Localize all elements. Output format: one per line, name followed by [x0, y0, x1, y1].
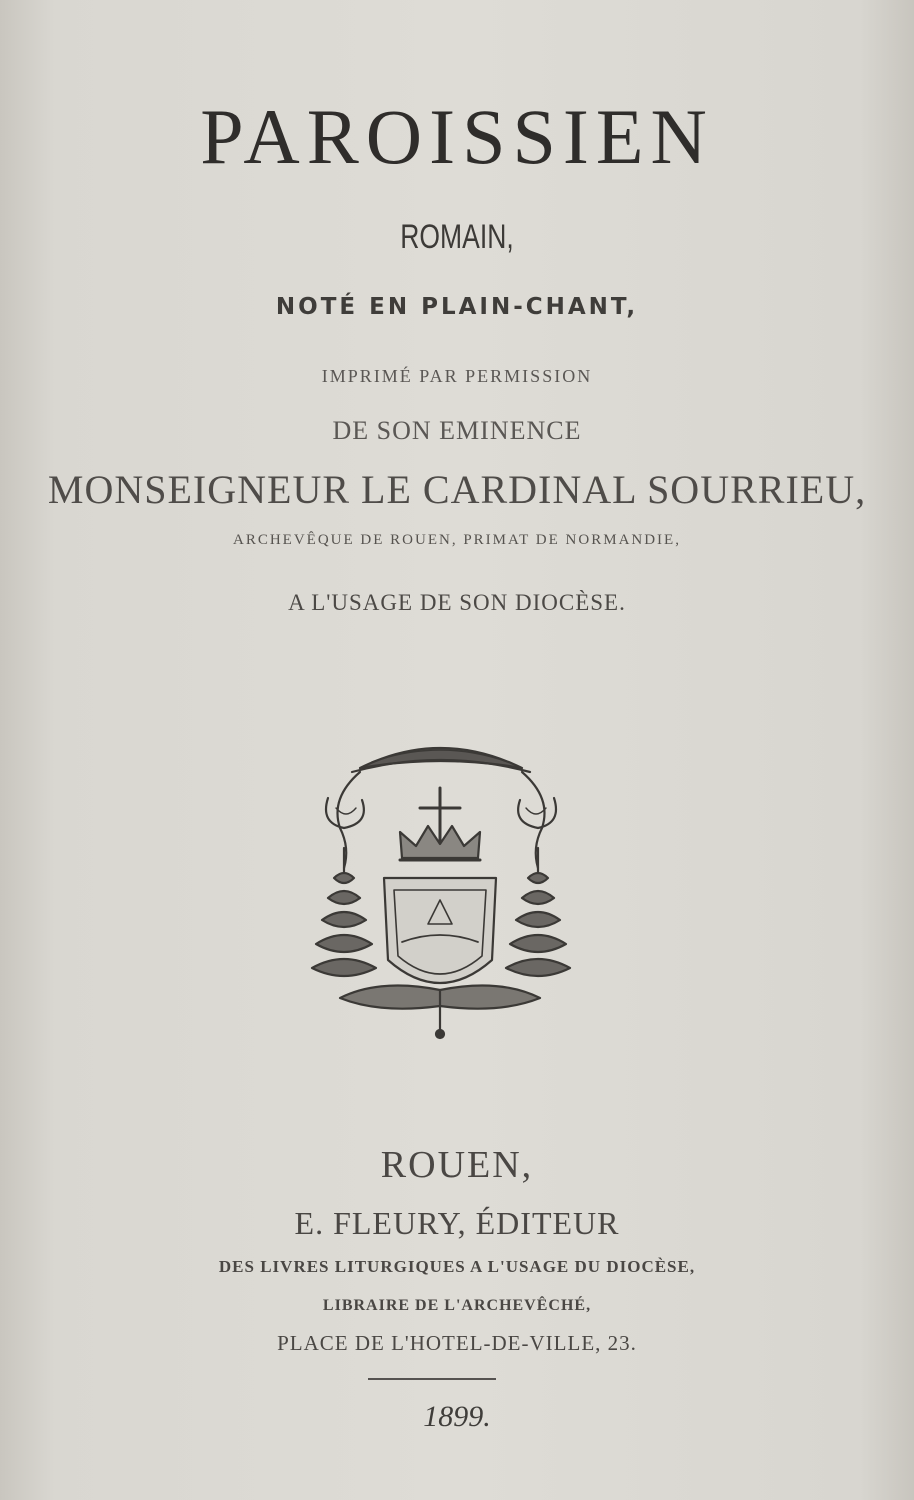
- eminence-line: DE SON EMINENCE: [332, 416, 582, 445]
- archbishop-line: ARCHEVÊQUE DE ROUEN, PRIMAT DE NORMANDIE,: [233, 532, 681, 548]
- diocese-usage-line: A L'USAGE DE SON DIOCÈSE.: [288, 590, 626, 615]
- imprint-libraire: LIBRAIRE DE L'ARCHEVÊCHÉ,: [322, 1297, 592, 1314]
- episcopal-coat-of-arms-icon: [300, 728, 580, 1046]
- publication-year: 1899.: [423, 1400, 491, 1433]
- imprint-address: PLACE DE L'HOTEL-DE-VILLE, 23.: [277, 1331, 637, 1355]
- imprimatur-line: IMPRIMÉ PAR PERMISSION: [321, 366, 593, 386]
- divider-rule: [368, 1378, 496, 1380]
- imprint-city: ROUEN,: [380, 1144, 534, 1186]
- imprint-publisher: E. FLEURY, ÉDITEUR: [294, 1205, 620, 1241]
- book-subtitle: ROMAIN,: [400, 218, 514, 256]
- cardinal-line: MONSEIGNEUR LE CARDINAL SOURRIEU,: [47, 467, 867, 512]
- note-line: NOTÉ EN PLAIN-CHANT,: [275, 294, 639, 320]
- book-title: PAROISSIEN: [200, 93, 714, 180]
- imprint-livres: DES LIVRES LITURGIQUES A L'USAGE DU DIOCÈSE,: [218, 1257, 696, 1276]
